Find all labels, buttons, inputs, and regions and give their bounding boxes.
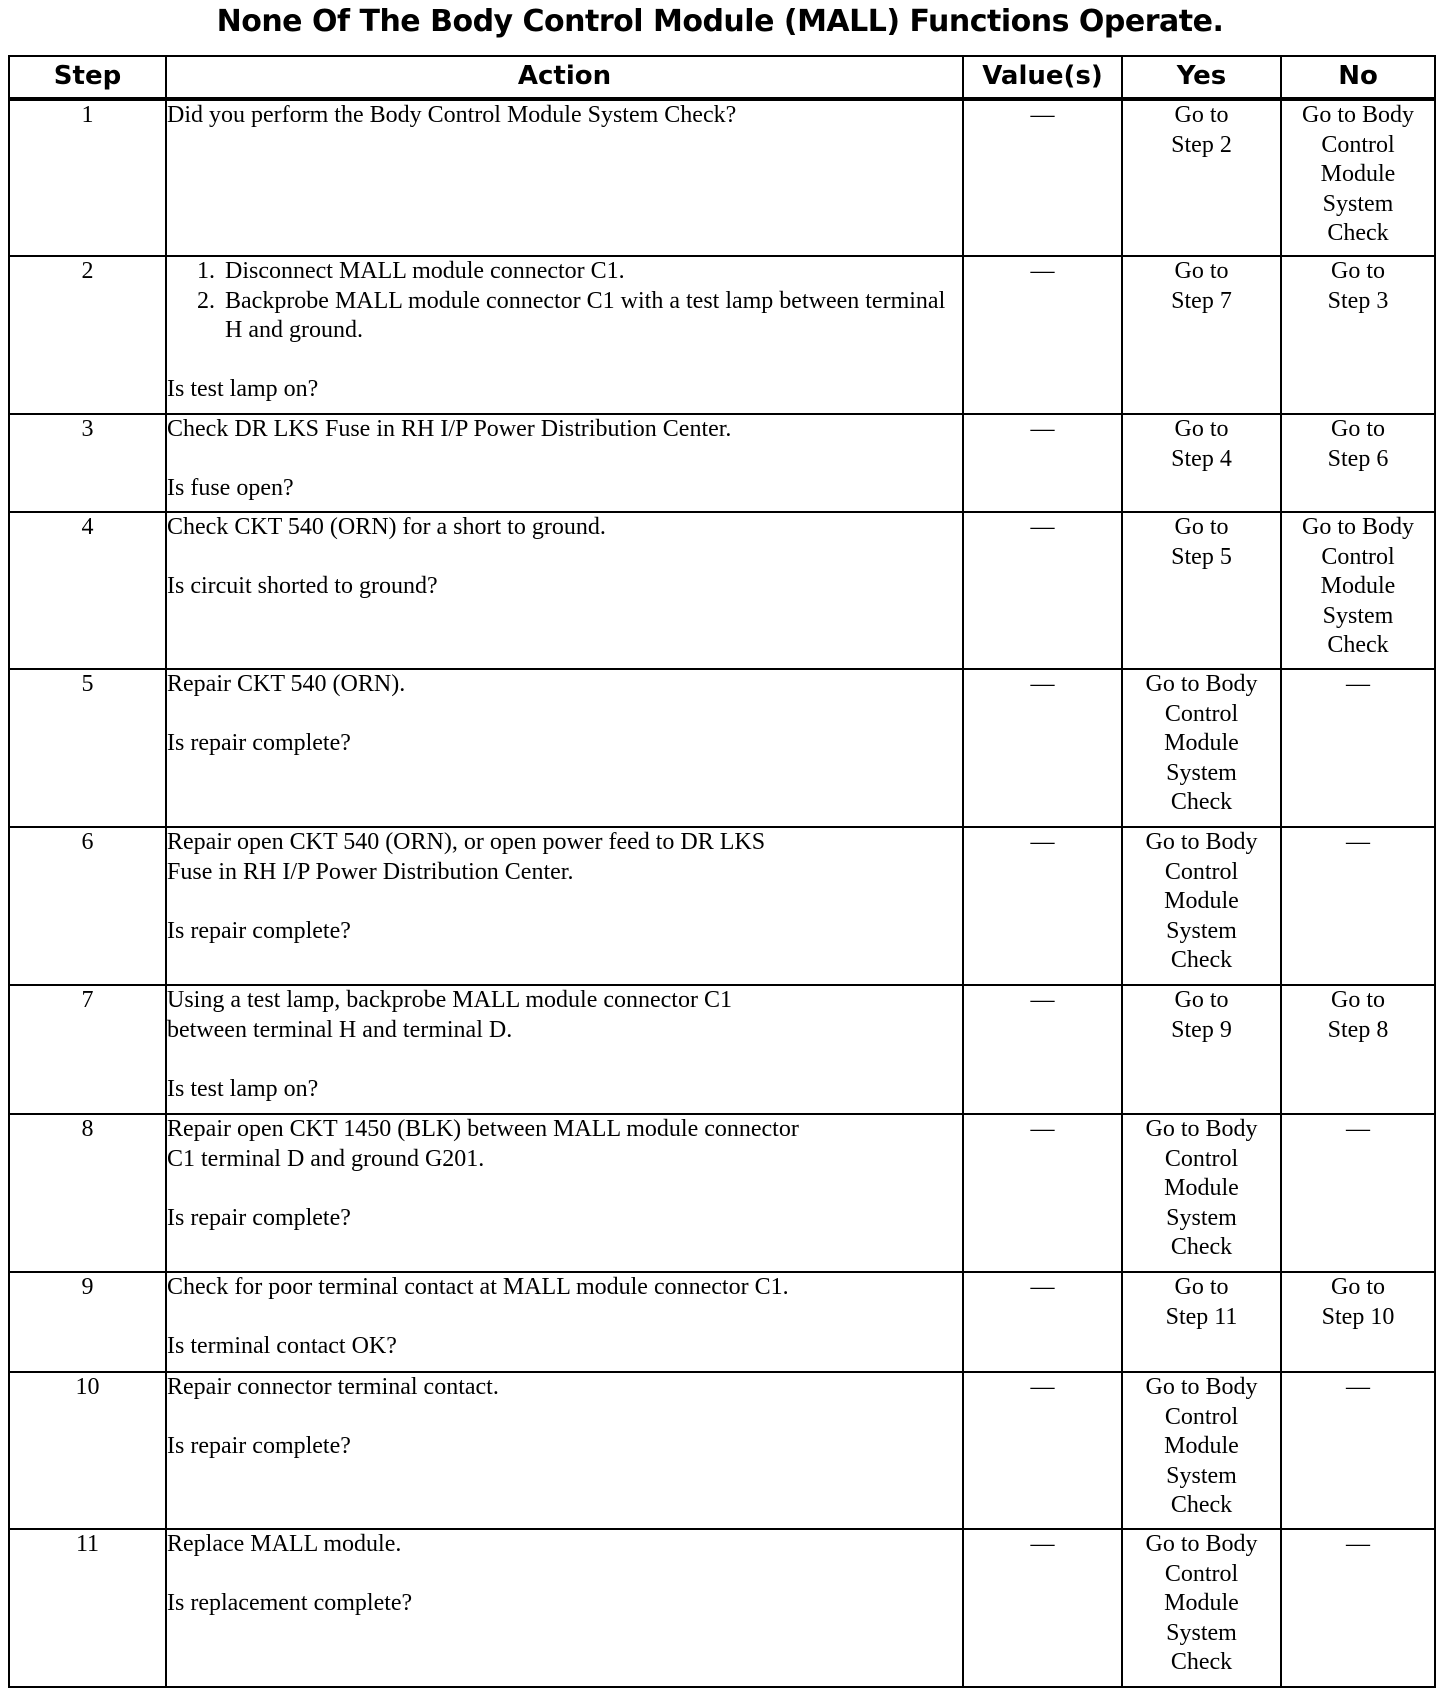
no-cell <box>1281 512 1435 669</box>
no-cell <box>1281 1372 1435 1529</box>
no-result-text: Go to <box>1331 416 1385 442</box>
yes-result-text: System <box>1166 759 1237 786</box>
step-number: 10 <box>9 1372 166 1529</box>
yes-result-text: Control <box>1164 1145 1239 1172</box>
no-result-text: Step 3 <box>1327 287 1389 314</box>
table-row <box>9 512 1435 669</box>
action-text: Repair connector terminal contact. <box>167 1374 499 1400</box>
value-cell: — <box>963 99 1122 256</box>
action-step-number: 1. <box>197 258 215 284</box>
action-question: Is repair complete? <box>167 917 351 944</box>
step-number: 9 <box>9 1272 166 1372</box>
yes-result-text: Module <box>1164 1175 1239 1201</box>
value-cell: — <box>963 414 1122 512</box>
no-result-text: Step 10 <box>1321 1303 1395 1330</box>
yes-result-text: Go to <box>1174 514 1229 540</box>
action-cell <box>166 1272 963 1372</box>
spacer <box>167 1045 962 1075</box>
diagnostic-table <box>8 55 1436 1688</box>
value-cell: — <box>963 827 1122 985</box>
yes-result-text: Step 9 <box>1171 1016 1232 1043</box>
action-question: Is repair complete? <box>167 730 351 756</box>
yes-result-text: System <box>1166 1619 1237 1646</box>
step-number: 5 <box>9 669 166 827</box>
yes-result-text: Go to <box>1174 1274 1229 1300</box>
no-result-text: — <box>1346 829 1370 855</box>
action-text: between terminal H and terminal D. <box>167 1016 513 1043</box>
step-number: 7 <box>9 985 166 1114</box>
action-question: Is terminal contact OK? <box>167 1333 397 1359</box>
action-text: Repair CKT 540 (ORN). <box>167 671 406 697</box>
action-cell <box>166 827 963 985</box>
yes-result-text: Control <box>1164 858 1239 885</box>
action-question: Is circuit shorted to ground? <box>167 573 438 599</box>
action-cell <box>166 669 963 827</box>
yes-cell <box>1122 99 1281 256</box>
yes-result-text: Step 5 <box>1171 543 1232 570</box>
yes-result-text: Go to <box>1174 416 1229 442</box>
spacer <box>167 445 962 475</box>
yes-result-text: Control <box>1164 1560 1239 1587</box>
yes-result-text: Step 11 <box>1165 1303 1238 1330</box>
action-step-number: 2. <box>197 287 215 314</box>
yes-cell <box>1122 1272 1281 1372</box>
action-step-text: Disconnect MALL module connector C1. <box>225 258 625 284</box>
yes-cell <box>1122 1529 1281 1687</box>
no-cell <box>1281 414 1435 512</box>
table-body <box>9 99 1435 1687</box>
spacer <box>167 1174 962 1204</box>
yes-result-text: Check <box>1170 947 1233 973</box>
header-values: Value(s) <box>963 56 1122 99</box>
yes-result-text: Check <box>1170 1234 1233 1260</box>
action-cell <box>166 1114 963 1272</box>
yes-result-text: Go to Body <box>1145 1531 1258 1557</box>
step-number: 6 <box>9 827 166 985</box>
spacer <box>167 1560 962 1590</box>
no-result-text: — <box>1346 1374 1370 1400</box>
yes-result-text: Go to <box>1174 258 1229 284</box>
no-result-text: Go to <box>1331 1274 1385 1300</box>
table-row <box>9 1114 1435 1272</box>
header-yes: Yes <box>1122 56 1281 99</box>
table-row <box>9 1272 1435 1372</box>
no-result-text: Go to Body <box>1301 514 1414 540</box>
yes-cell <box>1122 985 1281 1114</box>
no-result-text: System <box>1322 602 1394 629</box>
yes-result-text: Step 4 <box>1171 445 1232 472</box>
yes-result-text: Module <box>1164 1433 1239 1459</box>
action-cell <box>166 1372 963 1529</box>
no-result-text: — <box>1346 671 1370 697</box>
header-no: No <box>1281 56 1435 99</box>
no-result-text: Module <box>1320 573 1396 599</box>
spacer <box>167 1303 962 1333</box>
no-result-text: Go to <box>1331 258 1385 284</box>
yes-result-text: Control <box>1164 700 1239 727</box>
table-row <box>9 985 1435 1114</box>
step-number: 3 <box>9 414 166 512</box>
no-result-text: Check <box>1327 220 1389 246</box>
action-text: Repair open CKT 540 (ORN), or open power feed to DR LKS <box>167 829 766 855</box>
yes-result-text: System <box>1166 1204 1237 1231</box>
step-number: 2 <box>9 256 166 414</box>
action-step-text: Backprobe MALL module connector C1 with a test lamp between terminal H and ground. <box>225 287 946 343</box>
table-row <box>9 827 1435 985</box>
value-cell: — <box>963 669 1122 827</box>
spacer <box>167 346 962 376</box>
action-text: Did you perform the Body Control Module System Check? <box>167 102 737 128</box>
action-text: Replace MALL module. <box>167 1531 402 1557</box>
yes-result-text: Step 7 <box>1171 287 1232 314</box>
action-question: Is replacement complete? <box>167 1590 413 1616</box>
action-cell <box>166 1529 963 1687</box>
value-cell: — <box>963 1272 1122 1372</box>
yes-result-text: Step 2 <box>1171 131 1232 158</box>
yes-result-text: System <box>1166 1462 1237 1489</box>
spacer <box>167 700 962 730</box>
table-header-row <box>9 56 1435 99</box>
no-result-text: Go to <box>1331 987 1385 1013</box>
no-result-text: Step 8 <box>1327 1016 1389 1043</box>
step-number: 4 <box>9 512 166 669</box>
yes-cell <box>1122 1372 1281 1529</box>
yes-cell <box>1122 256 1281 414</box>
yes-cell <box>1122 827 1281 985</box>
spacer <box>167 543 962 573</box>
yes-result-text: Go to <box>1174 987 1229 1013</box>
value-cell: — <box>963 1114 1122 1272</box>
yes-result-text: Go to <box>1174 102 1229 128</box>
action-text: Check DR LKS Fuse in RH I/P Power Distribution Center. <box>167 416 732 442</box>
spacer <box>167 1403 962 1433</box>
step-number: 11 <box>9 1529 166 1687</box>
yes-result-text: Go to Body <box>1145 1374 1258 1400</box>
yes-result-text: System <box>1166 917 1237 944</box>
action-text: Using a test lamp, backprobe MALL module connector C1 <box>167 987 732 1013</box>
no-result-text: Step 6 <box>1327 445 1389 472</box>
header-action: Action <box>166 56 963 99</box>
step-number: 8 <box>9 1114 166 1272</box>
yes-result-text: Go to Body <box>1145 671 1258 697</box>
no-cell <box>1281 1114 1435 1272</box>
no-cell <box>1281 669 1435 827</box>
step-number: 1 <box>9 99 166 256</box>
yes-result-text: Module <box>1164 1590 1239 1616</box>
table-row <box>9 1372 1435 1529</box>
action-text: Fuse in RH I/P Power Distribution Center. <box>167 858 574 885</box>
action-cell <box>166 99 963 256</box>
yes-result-text: Go to Body <box>1145 1116 1258 1142</box>
action-cell <box>166 256 963 414</box>
no-result-text: Control <box>1321 131 1395 158</box>
yes-cell <box>1122 669 1281 827</box>
value-cell: — <box>963 512 1122 669</box>
action-cell <box>166 985 963 1114</box>
action-question: Is test lamp on? <box>167 376 319 402</box>
page-title: None Of The Body Control Module (MALL) Functions Operate. <box>216 4 1224 39</box>
action-question: Is repair complete? <box>167 1433 351 1459</box>
yes-cell <box>1122 512 1281 669</box>
value-cell: — <box>963 985 1122 1114</box>
yes-result-text: Go to Body <box>1145 829 1258 855</box>
action-cell <box>166 512 963 669</box>
action-text: Check for poor terminal contact at MALL module connector C1. <box>167 1274 789 1300</box>
action-step-item <box>197 257 962 287</box>
no-cell <box>1281 1529 1435 1687</box>
no-result-text: — <box>1346 1531 1370 1557</box>
action-text: Check CKT 540 (ORN) for a short to ground. <box>167 514 606 540</box>
action-step-list <box>167 257 962 346</box>
yes-result-text: Check <box>1170 1492 1233 1518</box>
value-cell: — <box>963 256 1122 414</box>
yes-cell <box>1122 1114 1281 1272</box>
no-result-text: Control <box>1321 543 1395 570</box>
yes-cell <box>1122 414 1281 512</box>
no-result-text: System <box>1322 190 1394 217</box>
no-result-text: Check <box>1327 632 1389 658</box>
value-cell: — <box>963 1529 1122 1687</box>
yes-result-text: Module <box>1164 888 1239 914</box>
no-cell <box>1281 1272 1435 1372</box>
action-cell <box>166 414 963 512</box>
value-cell: — <box>963 1372 1122 1529</box>
yes-result-text: Control <box>1164 1403 1239 1430</box>
no-cell <box>1281 827 1435 985</box>
table-row <box>9 256 1435 414</box>
yes-result-text: Check <box>1170 789 1233 815</box>
action-text: C1 terminal D and ground G201. <box>167 1145 485 1172</box>
no-result-text: — <box>1346 1116 1370 1142</box>
no-cell <box>1281 256 1435 414</box>
action-step-item <box>197 287 962 346</box>
yes-result-text: Check <box>1170 1649 1233 1675</box>
action-question: Is repair complete? <box>167 1204 351 1231</box>
no-cell <box>1281 99 1435 256</box>
action-question: Is fuse open? <box>167 475 294 501</box>
header-step: Step <box>9 56 166 99</box>
table-row <box>9 414 1435 512</box>
action-text: Repair open CKT 1450 (BLK) between MALL module connector <box>167 1116 799 1142</box>
no-result-text: Go to Body <box>1301 102 1414 128</box>
table-row <box>9 669 1435 827</box>
no-cell <box>1281 985 1435 1114</box>
action-question: Is test lamp on? <box>167 1075 319 1102</box>
no-result-text: Module <box>1320 161 1396 187</box>
spacer <box>167 887 962 917</box>
yes-result-text: Module <box>1164 730 1239 756</box>
table-row <box>9 99 1435 256</box>
table-row <box>9 1529 1435 1687</box>
